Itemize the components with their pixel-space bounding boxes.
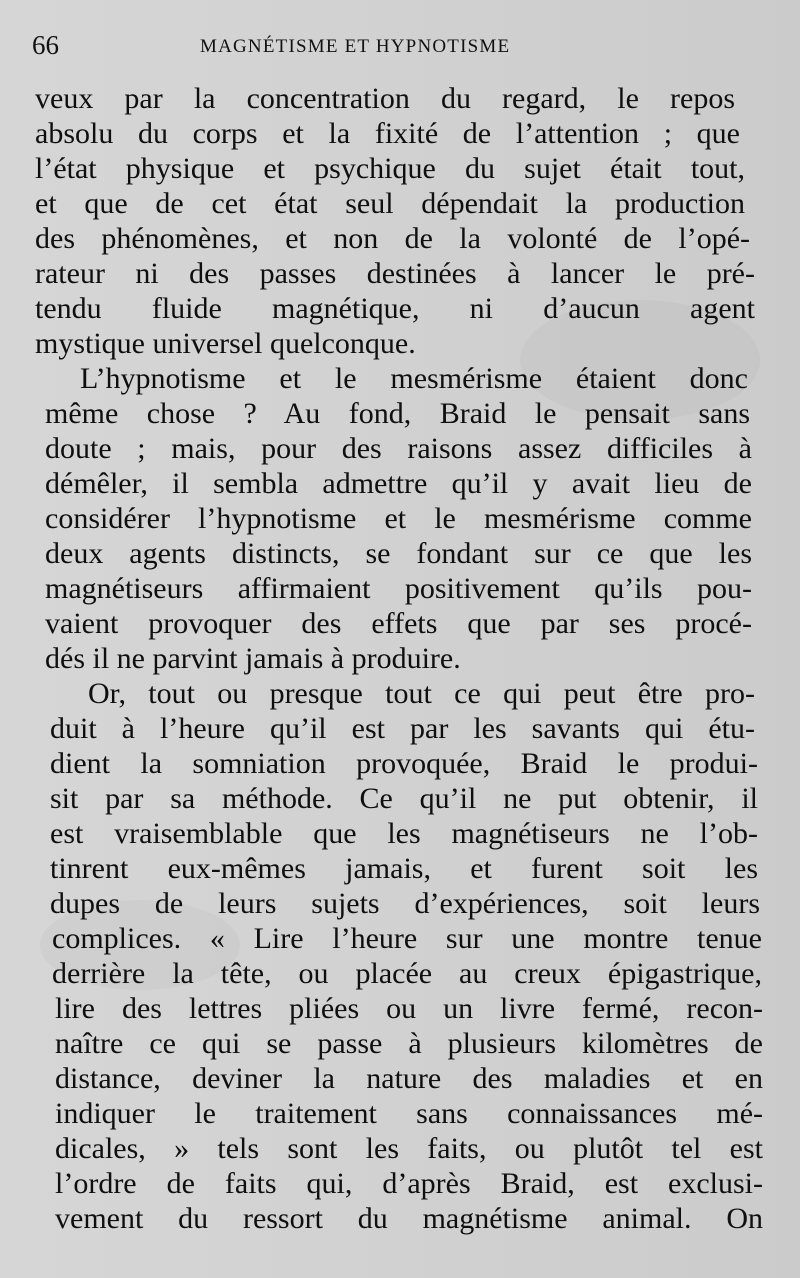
text-line: derrière la tête, ou placée au creux épigastrique, xyxy=(52,957,762,990)
text-line: duit à l’heure qu’il est par les savants qui étu- xyxy=(50,712,755,745)
running-head: MAGNÉTISME ET HYPNOTISME xyxy=(200,36,511,57)
text-line: l’état physique et psychique du sujet était tout, xyxy=(35,152,745,185)
text-line: vement du ressort du magnétisme animal. On xyxy=(55,1202,763,1235)
text-line: Or, tout ou presque tout ce qui peut être pro- xyxy=(88,677,755,710)
text-line: démêler, il sembla admettre qu’il y avait lieu de xyxy=(45,467,752,500)
text-line: naître ce qui se passe à plusieurs kilomètres de xyxy=(55,1027,763,1060)
text-line: tinrent eux-mêmes jamais, et furent soit les xyxy=(50,852,758,885)
text-line: magnétiseurs affirmaient positivement qu’ils pou- xyxy=(45,572,752,605)
text-line: absolu du corps et la fixité de l’attention ; que xyxy=(35,117,740,150)
page-header xyxy=(32,30,772,64)
text-line: complices. « Lire l’heure sur une montre tenue xyxy=(52,922,762,955)
text-line: lire des lettres pliées ou un livre fermé, recon- xyxy=(55,992,763,1025)
text-line: sit par sa méthode. Ce qu’il ne put obtenir, il xyxy=(50,782,758,815)
text-line: considérer l’hypnotisme et le mesmérisme comme xyxy=(45,502,752,535)
text-line: deux agents distincts, se fondant sur ce que les xyxy=(45,537,752,570)
text-line: mystique universel quelconque. xyxy=(35,327,416,360)
text-line: et que de cet état seul dépendait la production xyxy=(35,187,745,220)
text-line: distance, deviner la nature des maladies et en xyxy=(55,1062,763,1095)
text-line: L’hypnotisme et le mesmérisme étaient donc xyxy=(80,362,748,395)
text-line: l’ordre de faits qui, d’après Braid, est exclusi- xyxy=(55,1167,763,1200)
text-line: même chose ? Au fond, Braid le pensait sans xyxy=(45,397,750,430)
text-line: tendu fluide magnétique, ni d’aucun agent xyxy=(35,292,755,325)
text-line: doute ; mais, pour des raisons assez difficiles à xyxy=(45,432,752,465)
text-line: rateur ni des passes destinées à lancer le pré- xyxy=(35,257,755,290)
text-line: vaient provoquer des effets que par ses procé- xyxy=(45,607,752,640)
text-line: dupes de leurs sujets d’expériences, soit leurs xyxy=(50,887,760,920)
text-line: dient la somniation provoquée, Braid le produi- xyxy=(50,747,758,780)
page-number: 66 xyxy=(32,30,59,60)
text-line: des phénomènes, et non de la volonté de l’opé- xyxy=(35,222,750,255)
text-line: indiquer le traitement sans connaissances mé- xyxy=(55,1097,763,1130)
text-line: dés il ne parvint jamais à produire. xyxy=(45,642,461,675)
text-line: dicales, » tels sont les faits, ou plutôt tel est xyxy=(55,1132,763,1165)
text-line: veux par la concentration du regard, le repos xyxy=(35,82,735,115)
text-line: est vraisemblable que les magnétiseurs ne l’ob- xyxy=(50,817,758,850)
